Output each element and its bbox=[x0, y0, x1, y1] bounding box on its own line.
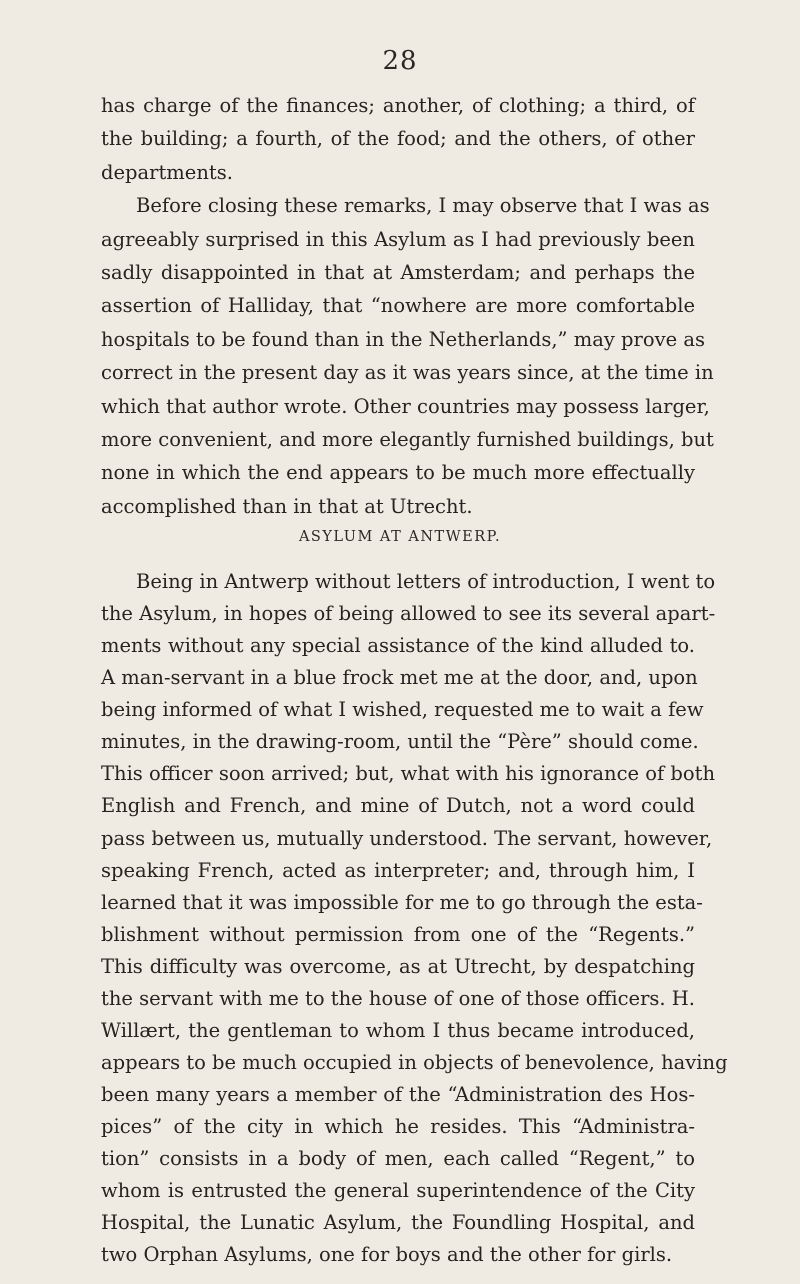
text-line: been many years a member of the “Administration des Hos- bbox=[101, 1082, 695, 1106]
text-line: Hospital, the Lunatic Asylum, the Foundling Hospital, and bbox=[101, 1210, 695, 1234]
text-line: correct in the present day as it was years since, at the time in bbox=[101, 361, 714, 385]
text-line: appears to be much occupied in objects of benevolence, having bbox=[101, 1050, 728, 1074]
text-line: has charge of the finances; another, of clothing; a third, of bbox=[101, 94, 695, 117]
text-line: Being in Antwerp without letters of introduction, I went to bbox=[136, 570, 716, 594]
text-line: Willært, the gentleman to whom I thus became introduced, bbox=[101, 1018, 695, 1042]
text-line: tion” consists in a body of men, each called “Regent,” to bbox=[101, 1146, 695, 1170]
text-line: none in which the end appears to be much more effectually bbox=[101, 461, 695, 485]
text-line: which that author wrote. Other countries may possess larger, bbox=[101, 394, 710, 418]
text-line: This officer soon arrived; but, what with his ignorance of both bbox=[101, 762, 716, 786]
text-line: more convenient, and more elegantly furnished buildings, but bbox=[101, 428, 714, 451]
text-line: English and French, and mine of Dutch, not a word could bbox=[101, 794, 695, 818]
text-line: ments without any special assistance of the kind alluded to. bbox=[101, 634, 695, 658]
text-line: departments. bbox=[101, 160, 233, 184]
text-line: the building; a fourth, of the food; and the others, of other bbox=[101, 127, 695, 151]
text-line: speaking French, acted as interpreter; and, through him, I bbox=[101, 858, 695, 882]
text-line: whom is entrusted the general superintendence of the City bbox=[101, 1178, 695, 1202]
text-line: hospitals to be found than in the Netherlands,” may prove as bbox=[101, 327, 705, 351]
text-line: blishment without permission from one of the “Regents.” bbox=[101, 922, 695, 946]
text-line: pices” of the city in which he resides. This “Administra- bbox=[101, 1114, 695, 1138]
text-line: Before closing these remarks, I may observe that I was as bbox=[136, 194, 710, 218]
text-line: agreeably surprised in this Asylum as I had previously been bbox=[101, 227, 695, 251]
text-line: A man-servant in a blue frock met me at the door, and, upon bbox=[101, 666, 698, 690]
page-number: 28 bbox=[382, 46, 418, 76]
text-line: assertion of Halliday, that “nowhere are more comfortable bbox=[101, 294, 695, 318]
text-line: the servant with me to the house of one of those officers. H. bbox=[101, 986, 695, 1010]
text-line: accomplished than in that at Utrecht. bbox=[101, 494, 473, 518]
text-line: the Asylum, in hopes of being allowed to see its several apart- bbox=[101, 602, 716, 626]
text-line: being informed of what I wished, requested me to wait a few bbox=[101, 698, 704, 722]
text-line: two Orphan Asylums, one for boys and the other for girls. bbox=[101, 1243, 673, 1266]
text-line: learned that it was impossible for me to go through the esta- bbox=[101, 890, 703, 914]
section-heading: ASYLUM AT ANTWERP. bbox=[298, 529, 502, 546]
text-line: minutes, in the drawing-room, until the “Père” should come. bbox=[101, 730, 699, 754]
text-line: This difficulty was overcome, as at Utrecht, by despatching bbox=[101, 954, 695, 978]
text-line: pass between us, mutually understood. The servant, however, bbox=[101, 826, 713, 850]
text-line: sadly disappointed in that at Amsterdam; and perhaps the bbox=[101, 261, 695, 284]
